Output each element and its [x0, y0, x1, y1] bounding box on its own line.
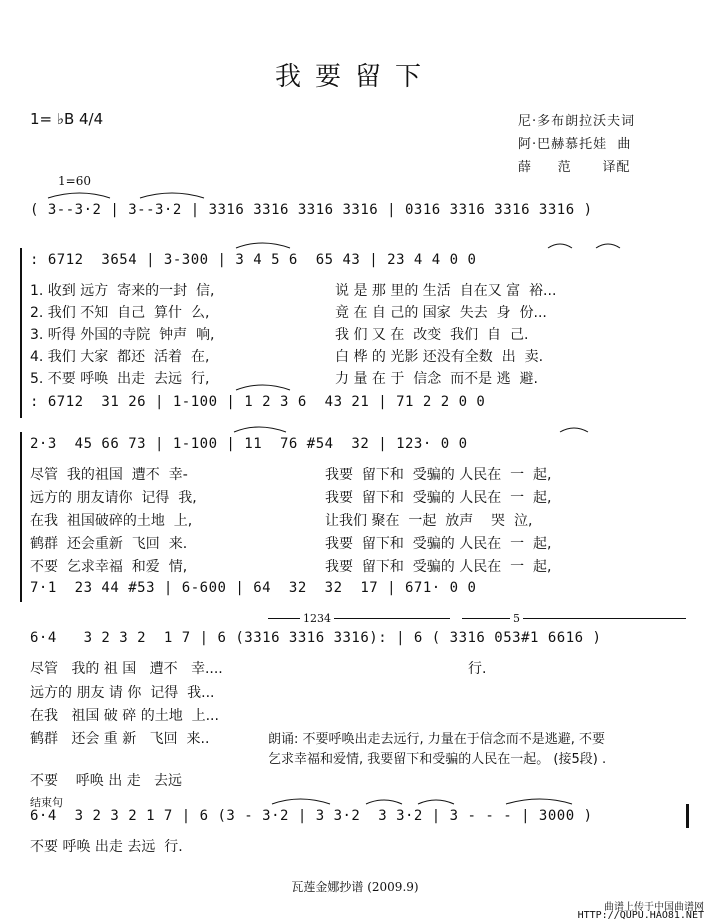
slur-sys1-3 — [596, 244, 620, 248]
sys2-melody-top: 2·3 45 66 73 | 1-100 | 11 76 #54 32 | 123· 0 0 — [30, 436, 468, 452]
ending-melody: 6·4 3 2 3 2 1 7 | 6 (3 - 3·2 | 3 3·2 3 3·2 | 3 - - - | 3000 ) — [30, 808, 593, 824]
slur-sys2-2 — [560, 428, 588, 432]
sys2-lyric-3b: 让我们 聚在 一起 放声 哭 泣, — [325, 513, 533, 529]
sys1-lyric-3b: 我 们 又 在 改变 我们 自 己. — [335, 327, 529, 343]
sys3-lyric-1: 尽管 我的 祖 国 遭不 幸.... — [30, 661, 223, 677]
key-signature: 1= ♭B 4/4 — [30, 110, 104, 128]
volta2-label: 5 — [510, 612, 523, 625]
recitation-line-1: 朗诵: 不要呼唤出走去远行, 力量在于信念而不是逃避, 不要 — [268, 732, 606, 747]
sys2-lyric-1a: 尽管 我的祖国 遭不 幸- — [30, 467, 188, 483]
sys2-lyric-1b: 我要 留下和 受骗的 人民在 一 起, — [325, 467, 552, 483]
transcriber-credit: 瓦莲金娜抄谱 (2009.9) — [291, 880, 419, 894]
sys1-melody-top: : 6712 3654 | 3-300 | 3 4 5 6 65 43 | 23 4 4 0 0 — [30, 252, 477, 268]
slur-end-1 — [272, 799, 330, 804]
intro-line: ( 3--3·2 | 3--3·2 | 3316 3316 3316 3316 | 0316 3316 3316 3316 ) — [30, 202, 593, 218]
sys3-melody: 6·4 3 2 3 2 1 7 | 6 (3316 3316 3316): | 6 ( 3316 053#1 6616 ) — [30, 630, 602, 646]
lyricist-credit: 尼·多布朗拉沃夫词 — [518, 114, 636, 129]
watermark-line-2: HTTP://QUPU.HAO81.NET — [577, 910, 704, 921]
sys1-lyric-2a: 2. 我们 不知 自己 算什 么, — [30, 305, 210, 321]
slur-intro-1 — [48, 193, 110, 198]
watermark-line-1: 曲谱上传于中国曲谱网 — [604, 902, 704, 913]
slur-end-4 — [506, 799, 572, 804]
sys2-lyric-4b: 我要 留下和 受骗的 人民在 一 起, — [325, 536, 552, 552]
sys2-melody-bottom: 7·1 23 44 #53 | 6-600 | 64 32 32 17 | 671· 0 0 — [30, 580, 477, 596]
slur-sys2-1 — [234, 427, 286, 432]
slur-intro-2 — [140, 193, 204, 198]
sys1-lyric-5b: 力 量 在 于 信念 而不是 逃 避. — [335, 371, 538, 387]
sys2-lyric-2a: 远方的 朋友请你 记得 我, — [30, 490, 197, 506]
sys1-lyric-1a: 1. 收到 远方 寄来的一封 信, — [30, 283, 215, 299]
sys1-lyric-4a: 4. 我们 大家 都还 活着 在, — [30, 349, 210, 365]
slur-end-3 — [418, 800, 454, 804]
sys1-lyric-5a: 5. 不要 呼唤 出走 去远 行, — [30, 371, 210, 387]
tempo-marking: 1=60 — [58, 174, 91, 188]
ending-lyrics: 不要 呼唤 出走 去远 行. — [30, 839, 183, 855]
sys1-lyric-1b: 说 是 那 里的 生活 自在又 富 裕... — [335, 283, 557, 299]
sys1-lyric-4b: 白 桦 的 光影 还没有全数 出 卖. — [335, 349, 544, 365]
slur-sys1-2 — [548, 244, 572, 248]
volta1-label: 1234 — [300, 612, 334, 625]
sys3-end-char: 行. — [468, 661, 487, 677]
sys2-lyric-3a: 在我 祖国破碎的土地 上, — [30, 513, 193, 529]
sys2-lyric-4a: 鹤群 还会重新 飞回 来. — [30, 536, 188, 552]
recitation-line-2: 乞求幸福和爱情, 我要留下和受骗的人民在一起。 (接5段) . — [268, 752, 607, 767]
ending-label: 结束句 — [30, 796, 63, 809]
slur-sys1-4 — [236, 385, 290, 390]
translator-credit: 薛 范 译配 — [518, 160, 631, 175]
slur-end-2 — [366, 800, 402, 804]
sys3-lyric-4: 鹤群 还会 重 新 飞回 来.. — [30, 731, 210, 747]
song-title: 我要留下 — [274, 62, 435, 92]
sys3-lyric-2: 远方的 朋友 请 你 记得 我... — [30, 685, 215, 701]
sys2-lyric-5a: 不要 乞求幸福 和爱 情, — [30, 559, 188, 575]
sys1-melody-bottom: : 6712 31 26 | 1-100 | 1 2 3 6 43 21 | 71 2 2 0 0 — [30, 394, 486, 410]
sys1-lyric-3a: 3. 听得 外国的寺院 钟声 响, — [30, 327, 215, 343]
slur-sys1-1 — [236, 243, 290, 248]
sys2-lyric-5b: 我要 留下和 受骗的 人民在 一 起, — [325, 559, 552, 575]
sys2-lyric-2b: 我要 留下和 受骗的 人民在 一 起, — [325, 490, 552, 506]
sys1-lyric-2b: 竟 在 自 己的 国家 失去 身 份... — [335, 305, 547, 321]
sys3-lyric-5: 不要 呼唤 出 走 去远 — [30, 773, 183, 789]
sys3-lyric-3: 在我 祖国 破 碎 的土地 上... — [30, 708, 219, 724]
composer-credit: 阿·巴赫慕托娃 曲 — [518, 137, 632, 152]
